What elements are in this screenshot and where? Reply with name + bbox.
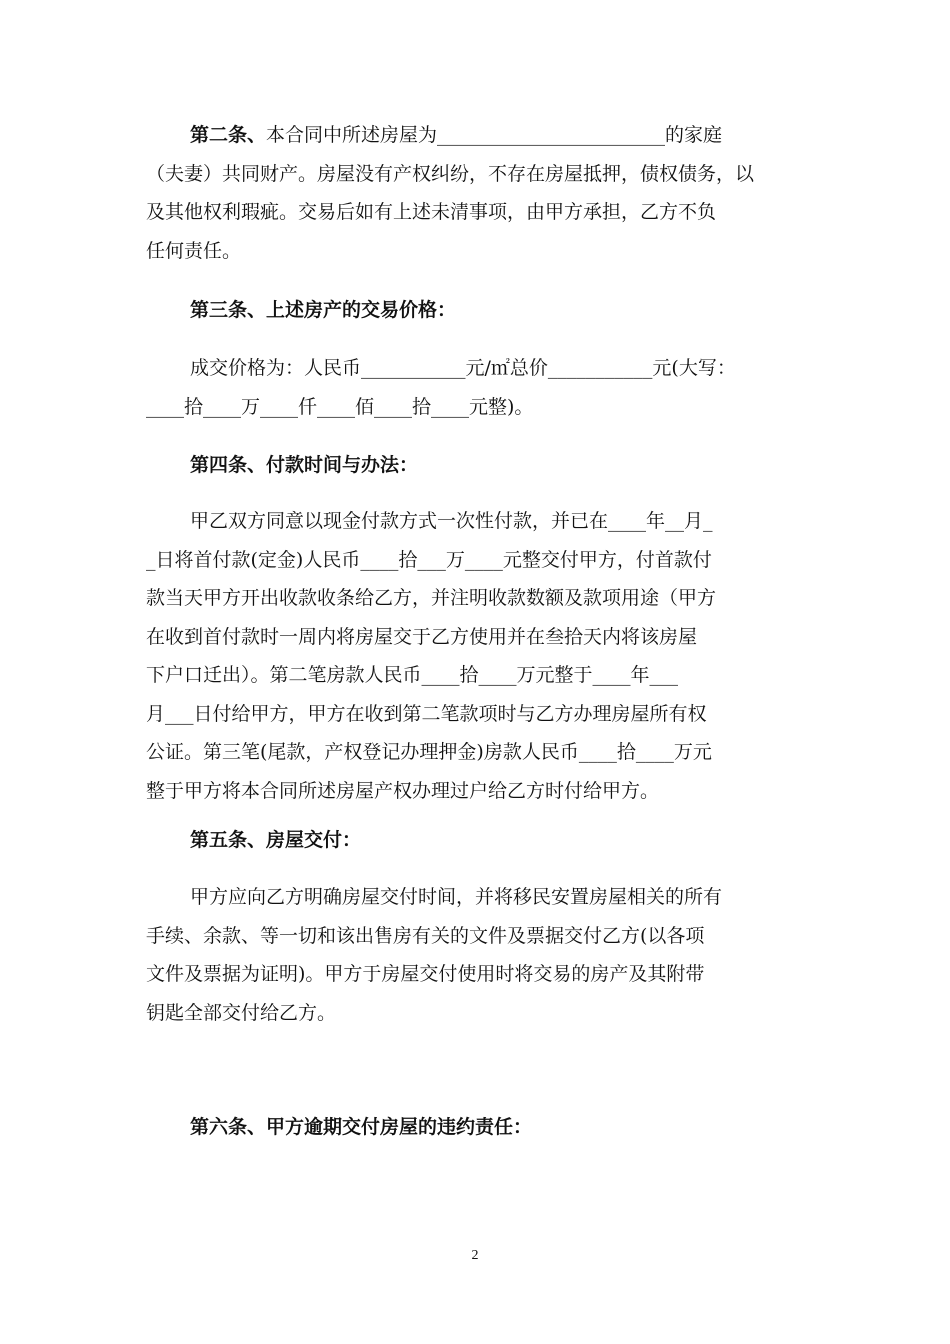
article-3-heading: 第三条、上述房产的交易价格： xyxy=(190,299,457,321)
article-3-line-1: 成交价格为：人民币___________元/㎡总价___________元(大写： xyxy=(190,357,736,379)
article-3-line-2: ____拾____万____仟____佰____拾____元整)。 xyxy=(146,395,534,418)
article-4-line-8: 整于甲方将本合同所述房屋产权办理过户给乙方时付给甲方。 xyxy=(146,779,660,802)
article-5-line-3: 文件及票据为证明)。甲方于房屋交付使用时将交易的房产及其附带 xyxy=(146,963,705,985)
article-4-line-4: 在收到首付款时一周内将房屋交于乙方使用并在叁拾天内将该房屋 xyxy=(146,625,698,648)
article-4-line-5: 下户口迁出）。第二笔房款人民币____拾____万元整于____年___ xyxy=(146,664,679,686)
article-4-line-1: 甲乙双方同意以现金付款方式一次性付款，并已在____年__月_ xyxy=(190,510,713,532)
article-4-line-2: _日将首付款(定金)人民币____拾___万____元整交付甲方，付首款付 xyxy=(146,548,712,571)
article-5-heading: 第五条、房屋交付： xyxy=(190,829,362,851)
article-5-line-1: 甲方应向乙方明确房屋交付时间，并将移民安置房屋相关的所有 xyxy=(190,886,723,908)
article-5-line-2: 手续、余款、等一切和该出售房有关的文件及票据交付乙方(以各项 xyxy=(146,924,705,947)
article-2-line-1: 第二条、本合同中所述房屋为________________________的家庭 xyxy=(190,124,723,146)
article-4-line-6: 月___日付给甲方，甲方在收到第二笔款项时与乙方办理房屋所有权 xyxy=(146,702,707,725)
article-4-heading: 第四条、付款时间与办法： xyxy=(190,454,419,476)
article-3-paragraph xyxy=(146,349,816,426)
article-4-line-3: 款当天甲方开出收款收条给乙方，并注明收款数额及款项用途（甲方 xyxy=(146,587,717,609)
article-6-heading: 第六条、甲方逾期交付房屋的违约责任： xyxy=(190,1116,533,1138)
article-2-line-3: 及其他权利瑕疵。交易后如有上述未清事项，由甲方承担，乙方不负 xyxy=(146,201,717,223)
article-5-line-4: 钥匙全部交付给乙方。 xyxy=(146,1001,337,1024)
article-4-paragraph xyxy=(146,502,816,810)
article-2-paragraph xyxy=(146,116,816,270)
article-2-title: 第二条、 xyxy=(190,124,267,146)
article-5-paragraph xyxy=(146,878,816,1032)
article-2-line-4: 任何责任。 xyxy=(146,239,242,262)
article-4-line-7: 公证。第三笔(尾款，产权登记办理押金)房款人民币____拾____万元 xyxy=(146,741,712,763)
article-2-line-2: （夫妻）共同财产。房屋没有产权纠纷，不存在房屋抵押，债权债务，以 xyxy=(146,162,755,185)
page-number: 2 xyxy=(471,1248,479,1263)
